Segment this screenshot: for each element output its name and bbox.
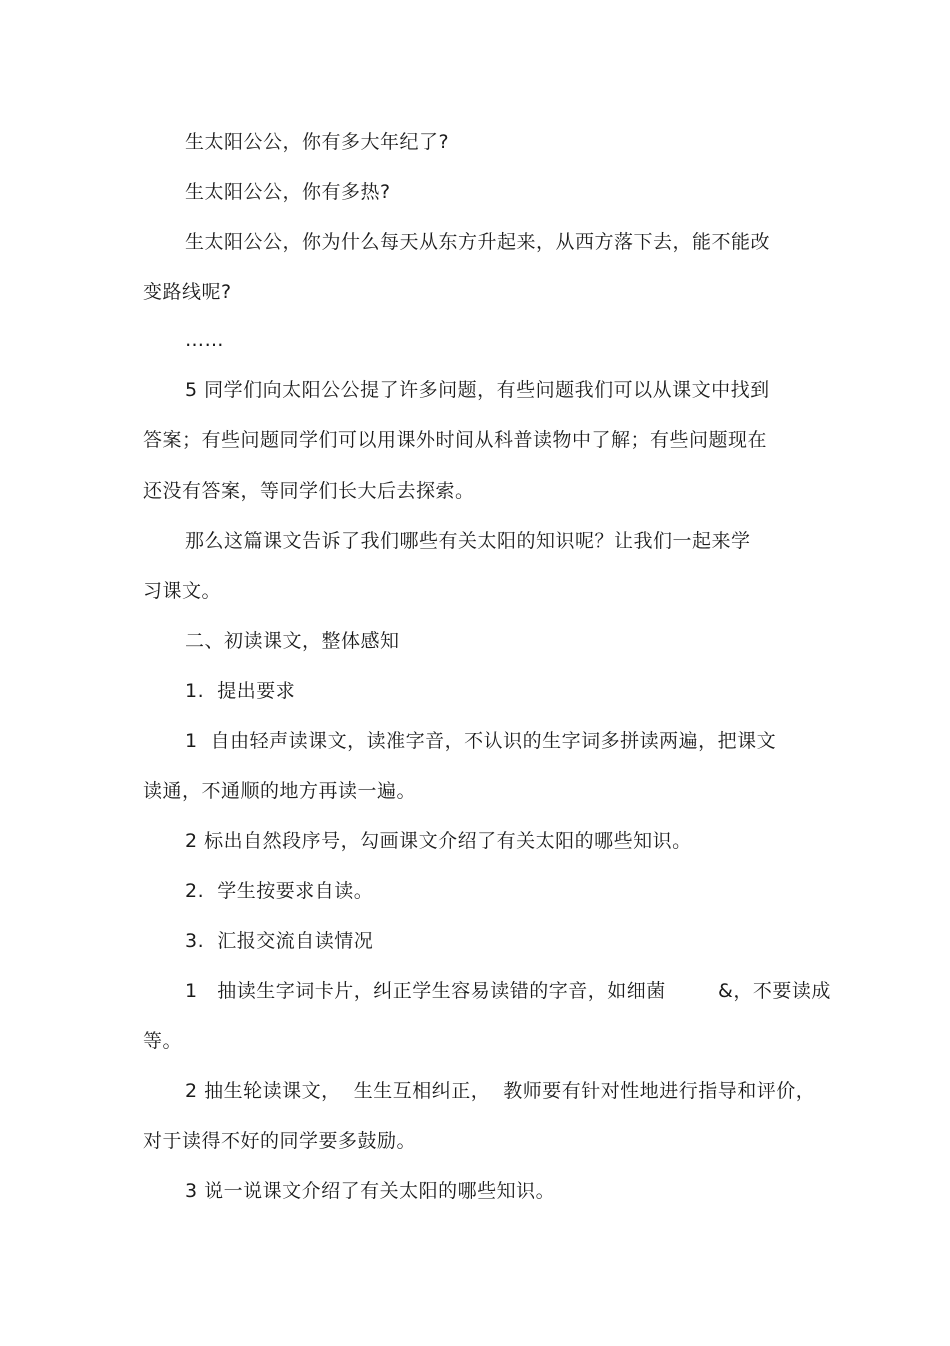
text-line: ……	[185, 329, 224, 351]
section-heading: 二、初读课文，整体感知	[185, 630, 400, 652]
text-line: 答案；有些问题同学们可以用课外时间从科普读物中了解；有些问题现在	[143, 429, 768, 451]
text-line: 3. 汇报交流自读情况	[185, 930, 374, 952]
text-line: 读通，不通顺的地方再读一遍。	[143, 780, 417, 802]
text-line: 生太阳公公，你有多热?	[185, 181, 391, 203]
text-line: 还没有答案，等同学们长大后去探索。	[143, 480, 475, 502]
text-line: 2 抽生轮读课文， 生生互相纠正， 教师要有针对性地进行指导和评价，	[185, 1080, 816, 1102]
text-line: 习课文。	[143, 580, 222, 602]
text-line: 等。	[143, 1030, 183, 1052]
text-line: 变路线呢?	[143, 281, 232, 303]
text-line: 1. 提出要求	[185, 680, 296, 702]
text-line: 1 抽读生字词卡片，纠正学生容易读错的字音，如细菌 &，不要读成	[185, 980, 831, 1002]
text-line: 对于读得不好的同学要多鼓励。	[143, 1130, 417, 1152]
text-line: 生太阳公公，你有多大年纪了?	[185, 131, 450, 153]
text-line: 3 说一说课文介绍了有关太阳的哪些知识。	[185, 1180, 556, 1202]
text-line: 5 同学们向太阳公公提了许多问题，有些问题我们可以从课文中找到	[185, 379, 770, 401]
text-line: 2. 学生按要求自读。	[185, 880, 374, 902]
text-line: 那么这篇课文告诉了我们哪些有关太阳的知识呢？让我们一起来学	[185, 530, 751, 552]
text-line: 2 标出自然段序号，勾画课文介绍了有关太阳的哪些知识。	[185, 830, 692, 852]
text-line: 生太阳公公，你为什么每天从东方升起来，从西方落下去，能不能改	[185, 231, 771, 253]
text-line: 1 自由轻声读课文，读准字音，不认识的生字词多拼读两遍，把课文	[185, 730, 777, 752]
